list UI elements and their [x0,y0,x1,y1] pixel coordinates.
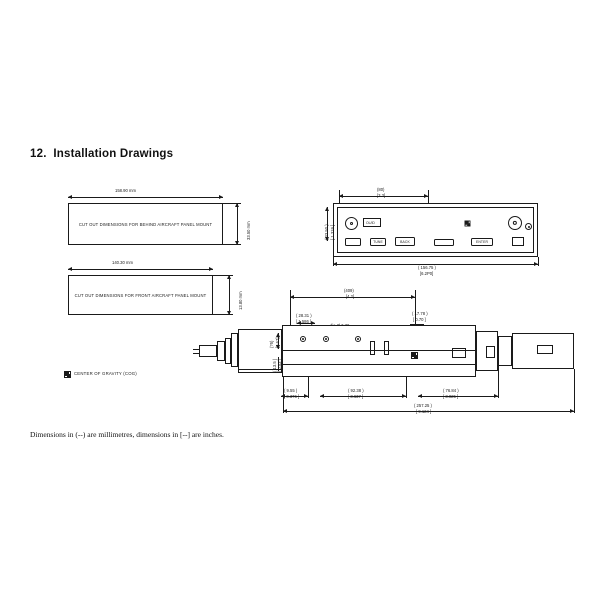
button-back[interactable]: BACK [395,237,415,246]
button-enter[interactable]: ENTER [471,238,493,246]
rear-connector-2 [217,341,225,361]
side-right-dim-mm: ( 17.78 ) [412,311,428,316]
mount-hole [323,336,329,342]
side-bottom-mid-in: [ 3.637 ] [348,394,364,399]
centerline [282,350,476,351]
arrow-up-icon [325,207,329,211]
center-of-gravity-icon [64,371,71,378]
channel-display [363,218,381,227]
ext-line [308,377,309,398]
arrow-up-icon [276,333,280,337]
side-height2-dim-in: [ 0.53 ] [277,359,282,372]
arrow-left-icon [320,394,324,398]
left-rotary-knob[interactable] [345,217,358,230]
ext-line [213,275,233,276]
center-of-gravity-icon [411,352,418,359]
cutout-behind-height-dim: 33.50 mm [246,221,251,240]
front-panel-face [333,203,538,257]
front-top-dim-mm: (80) [377,187,385,192]
side-bottom-left-in: [ 0.376 ] [284,394,300,399]
front-left-dim-in: [ 1.319 ] [330,224,335,240]
cutout-front-height-dim: 13.80 mm [238,291,243,310]
dim-line-v [229,275,230,315]
ext-line [283,377,284,413]
chassis-main-body [282,325,476,377]
arrow-right-icon [209,267,213,271]
ext-line [213,314,233,315]
front-bottom-dim-mm: ( 156.75 ) [418,265,436,270]
right-rotary-knob[interactable] [508,216,522,230]
side-bottom-left-mm: ( 9.55 ) [284,388,298,393]
cutout-behind-label: CUT OUT DIMENSIONS FOR BEHIND AIRCRAFT PANEL MOUNT [78,221,213,227]
arrow-left-icon [418,394,422,398]
side-overall-mm: ( 257.25 ) [414,403,432,408]
front-bezel-step [498,336,512,366]
arrow-right-icon [219,195,223,199]
internal-module [486,346,495,358]
ext-line [574,369,575,413]
side-bottom-mid2-mm: ( 76.84 ) [443,388,459,393]
ext-line [223,203,241,204]
side-bottom-mid2-in: [ 3.025 ] [443,394,459,399]
cutout-front-panel [68,275,213,315]
side-top-dim-mm: (409) [344,288,354,293]
side-height-dim-mm: (?5) [269,340,274,348]
front-bottom-dim-in: [6.2P0] [420,271,434,276]
ext-line [223,244,241,245]
ext-line [428,190,429,204]
ext-line [339,190,340,204]
internal-module [537,345,553,354]
side-hole-dim-mm: ( 28.31 ) [296,313,312,318]
button-blank[interactable] [345,238,361,246]
side-overall-in: [ 9.124 ] [416,409,432,414]
ext-line [538,257,539,266]
cutout-front-width-dim: 140.30 mm [112,260,133,265]
connector-pin [193,349,199,350]
page-title [30,148,173,160]
internal-slot [370,341,375,355]
side-right-dim-in: [ 0.70 ] [413,317,426,322]
rear-flange [231,333,238,367]
ext-line [333,257,334,266]
channel-display-value: OL/ID [366,220,375,225]
arrow-left-icon [68,195,72,199]
cutout-front-label: CUT OUT DIMENSIONS FOR FRONT AIRCRAFT PANEL MOUNT [74,292,207,298]
ext-line [406,377,407,398]
side-bottom-mid-mm: ( 92.38 ) [348,388,364,393]
units-footnote: Dimensions in (--) are millimetres, dimensions in [--] are inches. [30,430,224,439]
side-height2-dim-mm: ( 13.5 ) [272,358,277,372]
side-height-dim-in: [0.67] [275,337,280,348]
ext-line [498,366,499,398]
section-title-text: Installation Drawings [53,148,174,160]
internal-slot [384,341,389,355]
center-of-gravity-icon [465,221,471,227]
front-left-dim-mm: ( 33.50 ) [324,224,329,240]
mount-hole [355,336,361,342]
button-msg[interactable] [434,239,454,246]
front-panel-bezel [337,207,534,253]
button-tune[interactable]: TUNE [370,238,386,246]
internal-edge-line [282,364,476,365]
arrow-left-icon [68,267,72,271]
mount-hole [300,336,306,342]
side-top-dim-in: [4.2] [346,294,355,299]
section-number: 12. [30,148,47,160]
cutout-behind-width-dim: 158.90 mm [115,188,136,193]
connector-pin [193,353,199,354]
side-hole-dim-in: [ 1.586 ] [296,319,312,324]
cutout-behind-panel [68,203,223,245]
dim-line-h [68,197,223,198]
dim-line-v [237,203,238,245]
dim-line-h [68,269,213,270]
rear-connector-1 [199,345,217,357]
volume-knob[interactable] [525,223,532,230]
cog-legend-label: CENTER OF GRAVITY (COG) [74,371,137,376]
status-indicator [512,237,524,246]
front-top-dim-in: [3.3] [377,193,386,198]
